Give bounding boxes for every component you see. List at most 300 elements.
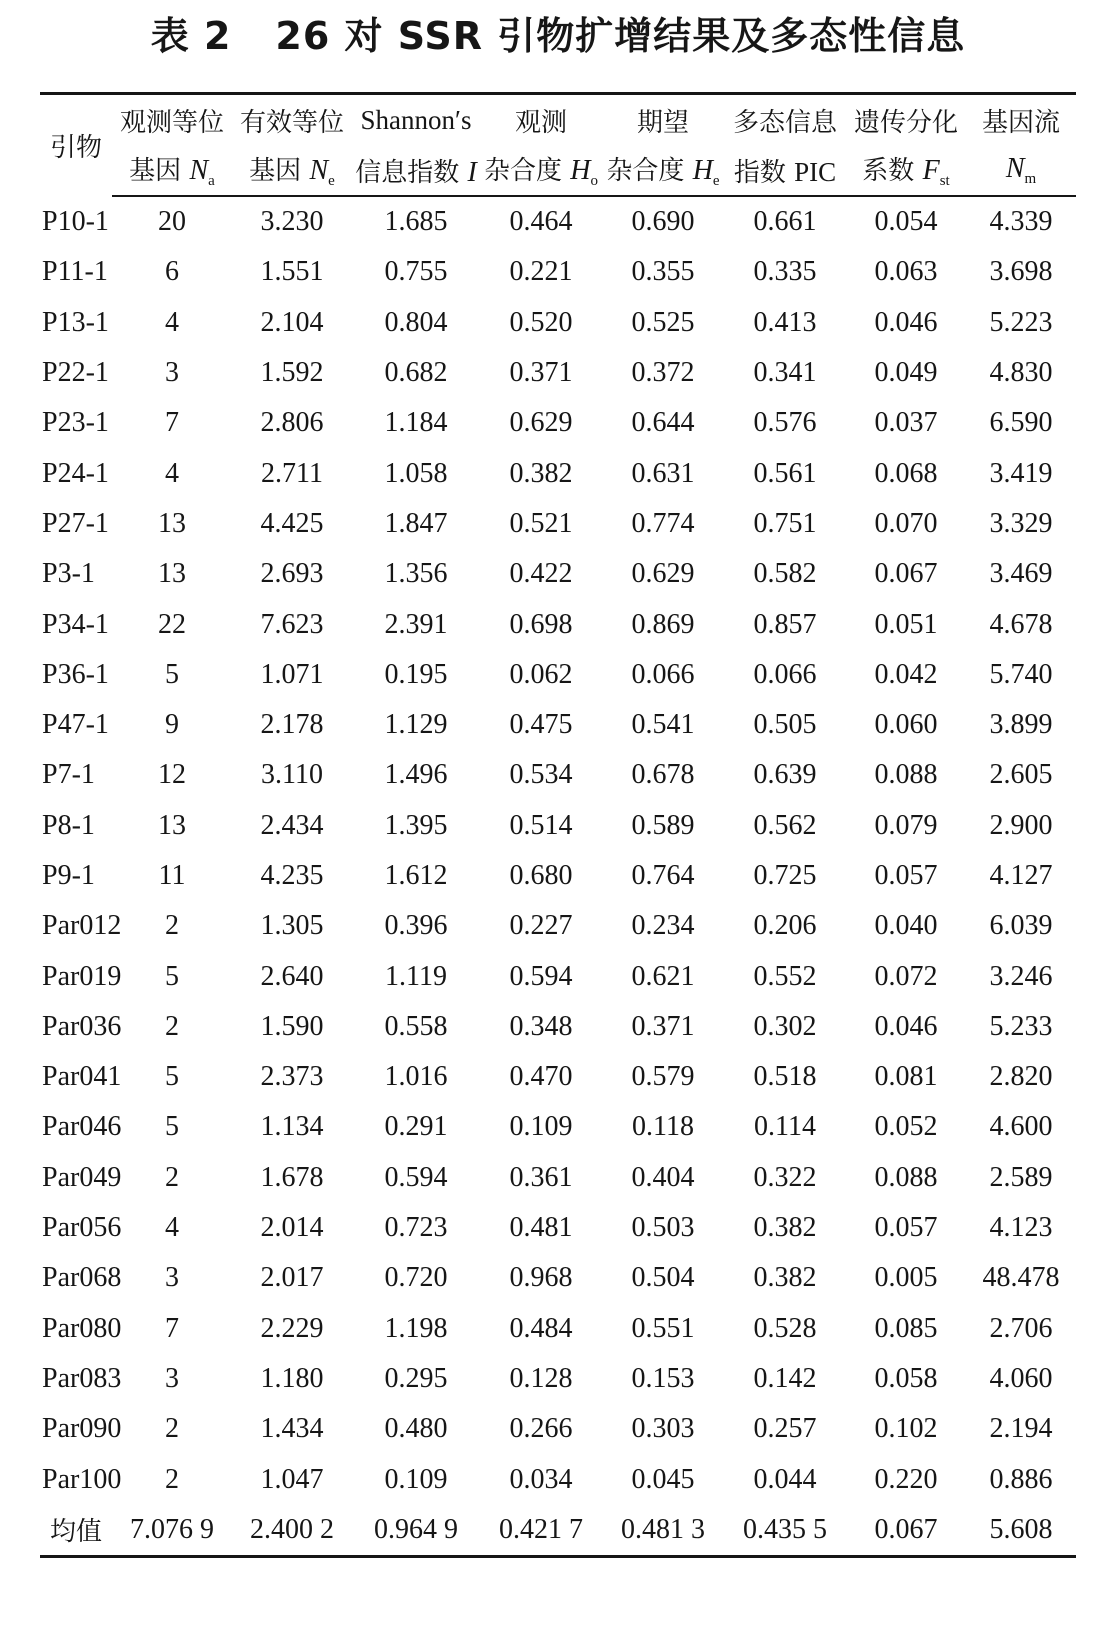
header-pic-line2: [724, 145, 846, 196]
header-ne-text: 基因: [249, 156, 302, 186]
cell-ne: 3.230: [260, 206, 324, 238]
cell-primer: Par049: [42, 1161, 122, 1193]
cell-pic: 0.582: [753, 558, 817, 590]
cell-he: 0.621: [631, 960, 695, 992]
cell-na: 5: [165, 658, 179, 690]
header-shannon-symbol: I: [467, 156, 477, 188]
cell-he: 0.644: [631, 407, 695, 439]
cell-he: 0.589: [631, 809, 695, 841]
cell-na: 4: [165, 306, 179, 338]
table-row: [40, 1052, 1076, 1102]
cell-fst: 0.068: [874, 457, 938, 489]
cell-he: 0.764: [631, 860, 695, 891]
header-pic-line1: 多态信息: [724, 94, 846, 146]
cell-shannon-i: 1.058: [384, 457, 448, 489]
header-fst-sub: st: [939, 173, 950, 189]
cell-fst: 0.081: [874, 1061, 938, 1093]
cell-primer: Par068: [42, 1262, 122, 1294]
table-row: [40, 951, 1076, 1001]
header-ne-line1: 有效等位: [232, 94, 352, 146]
header-pic-symbol: PIC: [794, 156, 837, 187]
cell-primer: Par012: [42, 910, 122, 942]
cell-nm: 3.698: [989, 256, 1053, 288]
cell-fst: 0.088: [874, 1161, 938, 1193]
header-fst-symbol: F: [922, 155, 940, 186]
cell-primer: P13-1: [42, 306, 109, 338]
cell-primer: Par080: [42, 1312, 122, 1344]
cell-ho: 0.371: [509, 357, 573, 389]
cell-primer: P8-1: [42, 809, 95, 841]
cell-ne: 4.235: [260, 860, 324, 891]
table-row: [40, 901, 1076, 951]
cell-fst: 0.054: [874, 206, 938, 238]
cell-fst: 0.070: [874, 507, 938, 539]
header-primer: 引物: [40, 94, 112, 197]
cell-pic: 0.322: [753, 1161, 817, 1193]
cell-fst: 0.085: [874, 1312, 938, 1344]
table-row: [40, 247, 1076, 297]
cell-nm: 4.123: [989, 1212, 1053, 1244]
ssr-results-table: [40, 92, 1076, 1558]
header-he-text: 杂合度: [606, 156, 685, 186]
cell-pic: 0.518: [753, 1061, 817, 1093]
cell-fst: 0.042: [874, 658, 938, 690]
mean-na: 7.076 9: [112, 1505, 232, 1557]
cell-ho: 0.034: [509, 1463, 573, 1495]
cell-shannon-i: 0.291: [384, 1111, 448, 1143]
cell-ho: 0.361: [509, 1161, 573, 1193]
mean-fst: 0.067: [846, 1505, 966, 1557]
cell-ne: 1.551: [260, 256, 324, 288]
cell-ne: 2.693: [260, 558, 324, 590]
cell-na: 13: [158, 558, 186, 590]
table-row: [40, 1153, 1076, 1203]
table-row: [40, 348, 1076, 398]
table-row: [40, 448, 1076, 498]
cell-pic: 0.066: [753, 658, 817, 690]
cell-fst: 0.057: [874, 860, 938, 891]
cell-ne: 7.623: [260, 608, 324, 640]
cell-ne: 2.640: [260, 960, 324, 992]
header-na-sub: a: [208, 173, 215, 189]
cell-na: 5: [165, 1111, 179, 1143]
header-ho-text: 杂合度: [483, 156, 562, 186]
cell-pic: 0.382: [753, 1262, 817, 1294]
cell-ho: 0.266: [509, 1413, 573, 1445]
mean-nm: 5.608: [966, 1505, 1076, 1557]
cell-na: 2: [165, 1010, 179, 1042]
cell-fst: 0.088: [874, 759, 938, 791]
cell-shannon-i: 0.594: [384, 1161, 448, 1193]
mean-ho: 0.421 7: [480, 1505, 602, 1557]
cell-primer: P27-1: [42, 507, 109, 539]
cell-nm: 3.329: [989, 507, 1053, 539]
cell-na: 2: [165, 1463, 179, 1495]
cell-ne: 2.229: [260, 1312, 324, 1344]
cell-shannon-i: 2.391: [384, 608, 448, 640]
cell-na: 4: [165, 1212, 179, 1244]
cell-fst: 0.037: [874, 407, 938, 439]
cell-na: 5: [165, 960, 179, 992]
cell-he: 0.629: [631, 558, 695, 590]
cell-shannon-i: 0.480: [384, 1413, 448, 1445]
cell-shannon-i: 0.295: [384, 1362, 448, 1394]
cell-fst: 0.063: [874, 256, 938, 288]
cell-pic: 0.382: [753, 1212, 817, 1244]
cell-ho: 0.422: [509, 558, 573, 590]
table-row: [40, 801, 1076, 851]
cell-ne: 1.590: [260, 1010, 324, 1042]
cell-ne: 1.047: [260, 1463, 324, 1495]
cell-shannon-i: 1.119: [385, 960, 447, 992]
cell-nm: 4.339: [989, 206, 1053, 238]
cell-nm: 4.060: [989, 1362, 1053, 1394]
table-row: [40, 298, 1076, 348]
table-row: [40, 1253, 1076, 1303]
cell-nm: 2.194: [989, 1413, 1053, 1445]
cell-shannon-i: 0.109: [384, 1463, 448, 1495]
cell-shannon-i: 1.612: [384, 860, 448, 891]
table-row: [40, 398, 1076, 448]
cell-he: 0.869: [631, 608, 695, 640]
header-he-symbol: H: [692, 155, 713, 186]
cell-he: 0.355: [631, 256, 695, 288]
cell-pic: 0.528: [753, 1312, 817, 1344]
cell-nm: 4.830: [989, 357, 1053, 389]
header-ho-sub: o: [590, 173, 598, 189]
cell-primer: P36-1: [42, 658, 109, 690]
cell-shannon-i: 1.847: [384, 507, 448, 539]
cell-pic: 0.335: [753, 256, 817, 288]
cell-he: 0.153: [631, 1362, 695, 1394]
cell-pic: 0.206: [753, 910, 817, 942]
cell-he: 0.503: [631, 1212, 695, 1244]
table-row: [40, 1203, 1076, 1253]
cell-he: 0.066: [631, 658, 695, 690]
cell-nm: 2.820: [989, 1061, 1053, 1093]
cell-na: 9: [165, 709, 179, 741]
cell-nm: 3.419: [989, 457, 1053, 489]
header-shannon-line1: Shannon′s: [352, 94, 480, 146]
cell-nm: 3.899: [989, 709, 1053, 741]
cell-ho: 0.348: [509, 1010, 573, 1042]
cell-shannon-i: 1.129: [384, 709, 448, 741]
cell-na: 7: [165, 407, 179, 439]
cell-shannon-i: 0.558: [384, 1010, 448, 1042]
cell-ho: 0.382: [509, 457, 573, 489]
cell-ho: 0.221: [509, 256, 573, 288]
cell-pic: 0.552: [753, 960, 817, 992]
cell-primer: P24-1: [42, 457, 109, 489]
cell-shannon-i: 0.723: [384, 1212, 448, 1244]
cell-pic: 0.505: [753, 709, 817, 741]
cell-nm: 2.900: [989, 809, 1053, 841]
cell-ho: 0.629: [509, 407, 573, 439]
cell-ne: 1.592: [260, 357, 324, 389]
cell-primer: P11-1: [42, 256, 108, 288]
header-pic-text: 指数: [733, 157, 786, 188]
header-shannon-text: 信息指数: [355, 157, 460, 188]
cell-ho: 0.514: [509, 809, 573, 841]
cell-na: 6: [165, 256, 179, 288]
cell-na: 20: [158, 206, 186, 238]
table-row: [40, 549, 1076, 599]
table-row: [40, 650, 1076, 700]
table-row: [40, 851, 1076, 901]
cell-pic: 0.562: [753, 809, 817, 841]
cell-fst: 0.040: [874, 910, 938, 942]
cell-primer: Par036: [42, 1010, 122, 1042]
cell-he: 0.525: [631, 306, 695, 338]
cell-he: 0.774: [631, 507, 695, 539]
cell-primer: P22-1: [42, 357, 109, 389]
cell-ho: 0.698: [509, 608, 573, 640]
cell-pic: 0.561: [753, 457, 817, 489]
cell-ho: 0.484: [509, 1312, 573, 1344]
cell-na: 2: [165, 910, 179, 942]
cell-shannon-i: 1.184: [384, 407, 448, 439]
cell-ho: 0.227: [509, 910, 573, 942]
table-row: [40, 196, 1076, 247]
cell-ne: 2.373: [260, 1061, 324, 1093]
cell-pic: 0.639: [753, 759, 817, 791]
cell-ne: 1.071: [260, 658, 324, 690]
cell-ho: 0.968: [509, 1262, 573, 1294]
cell-ne: 1.305: [260, 910, 324, 942]
cell-shannon-i: 1.356: [384, 558, 448, 590]
cell-shannon-i: 1.395: [384, 809, 448, 841]
cell-ho: 0.520: [509, 306, 573, 338]
header-nm-symbol: N: [1005, 152, 1025, 184]
table-title: [0, 6, 1116, 66]
cell-ho: 0.481: [509, 1212, 573, 1244]
header-na-line1: 观测等位: [112, 94, 232, 146]
cell-primer: P23-1: [42, 407, 109, 439]
cell-shannon-i: 1.198: [384, 1312, 448, 1344]
cell-na: 3: [165, 357, 179, 389]
mean-pic: 0.435 5: [724, 1505, 846, 1557]
cell-nm: 48.478: [982, 1262, 1060, 1294]
cell-primer: Par041: [42, 1061, 122, 1093]
cell-shannon-i: 0.396: [384, 910, 448, 942]
table-row: [40, 750, 1076, 800]
header-he-sub: e: [712, 173, 720, 189]
cell-shannon-i: 1.496: [384, 759, 448, 791]
cell-ne: 1.678: [260, 1161, 324, 1193]
cell-fst: 0.067: [874, 558, 938, 590]
cell-nm: 4.678: [989, 608, 1053, 640]
cell-ho: 0.470: [509, 1061, 573, 1093]
cell-ne: 2.434: [260, 809, 324, 841]
cell-fst: 0.005: [874, 1262, 938, 1294]
cell-ho: 0.680: [509, 860, 573, 891]
header-he-line2: [602, 145, 724, 196]
cell-primer: Par083: [42, 1362, 122, 1394]
table-row: [40, 700, 1076, 750]
header-nm-line2: [966, 145, 1076, 196]
cell-pic: 0.302: [753, 1010, 817, 1042]
cell-primer: P47-1: [42, 709, 109, 741]
table-row: [40, 1002, 1076, 1052]
cell-fst: 0.060: [874, 709, 938, 741]
cell-he: 0.690: [631, 206, 695, 238]
cell-ne: 2.806: [260, 407, 324, 439]
cell-shannon-i: 0.195: [384, 658, 448, 690]
cell-primer: Par100: [42, 1463, 122, 1495]
cell-fst: 0.046: [874, 306, 938, 338]
cell-nm: 3.469: [989, 558, 1053, 590]
cell-na: 11: [158, 860, 186, 891]
cell-shannon-i: 0.720: [384, 1262, 448, 1294]
header-row-2: [40, 145, 1076, 196]
table-number: 表 2: [150, 14, 232, 58]
cell-fst: 0.079: [874, 809, 938, 841]
cell-nm: 4.600: [989, 1111, 1053, 1143]
cell-he: 0.234: [631, 910, 695, 942]
cell-he: 0.372: [631, 357, 695, 389]
table-row: [40, 1404, 1076, 1454]
cell-he: 0.504: [631, 1262, 695, 1294]
cell-fst: 0.058: [874, 1362, 938, 1394]
cell-ne: 2.104: [260, 306, 324, 338]
header-na-symbol: N: [189, 155, 209, 186]
header-ne-line2: [232, 145, 352, 196]
cell-primer: Par090: [42, 1413, 122, 1445]
header-fst-line1: 遗传分化: [846, 94, 966, 146]
header-shannon-line2: [352, 145, 480, 196]
cell-pic: 0.857: [753, 608, 817, 640]
cell-pic: 0.413: [753, 306, 817, 338]
cell-nm: 2.605: [989, 759, 1053, 791]
cell-na: 4: [165, 457, 179, 489]
cell-pic: 0.257: [753, 1413, 817, 1445]
cell-pic: 0.341: [753, 357, 817, 389]
cell-primer: P3-1: [42, 558, 95, 590]
cell-he: 0.404: [631, 1161, 695, 1193]
cell-nm: 5.740: [989, 658, 1053, 690]
cell-ho: 0.128: [509, 1362, 573, 1394]
mean-he: 0.481 3: [602, 1505, 724, 1557]
cell-pic: 0.661: [753, 206, 817, 238]
header-na-text: 基因: [129, 156, 182, 186]
cell-primer: P7-1: [42, 759, 95, 791]
header-nm-line1: 基因流: [966, 94, 1076, 146]
cell-he: 0.551: [631, 1312, 695, 1344]
cell-nm: 6.039: [989, 910, 1053, 942]
cell-ho: 0.521: [509, 507, 573, 539]
cell-pic: 0.142: [753, 1362, 817, 1394]
cell-pic: 0.751: [753, 507, 817, 539]
cell-ne: 4.425: [260, 507, 324, 539]
header-ho-symbol: H: [570, 155, 591, 186]
cell-shannon-i: 1.685: [384, 206, 448, 238]
mean-shannon-i: 0.964 9: [352, 1505, 480, 1557]
header-ne-sub: e: [328, 173, 335, 189]
cell-na: 5: [165, 1061, 179, 1093]
header-fst-text: 系数: [862, 156, 915, 186]
header-ne-symbol: N: [309, 155, 329, 186]
cell-nm: 3.246: [989, 960, 1053, 992]
cell-na: 22: [158, 608, 186, 640]
cell-ne: 2.178: [260, 709, 324, 741]
cell-nm: 5.223: [989, 306, 1053, 338]
table-row: [40, 1304, 1076, 1354]
header-nm-sub: m: [1024, 170, 1037, 187]
cell-ne: 1.134: [260, 1111, 324, 1143]
cell-ho: 0.062: [509, 658, 573, 690]
header-ho-line2: [480, 145, 602, 196]
cell-shannon-i: 1.016: [384, 1061, 448, 1093]
cell-primer: P9-1: [42, 860, 95, 891]
cell-he: 0.303: [631, 1413, 695, 1445]
mean-label: 均值: [40, 1505, 112, 1557]
cell-fst: 0.102: [874, 1413, 938, 1445]
cell-fst: 0.046: [874, 1010, 938, 1042]
table-row: [40, 1102, 1076, 1152]
cell-ne: 1.180: [260, 1362, 324, 1394]
mean-ne: 2.400 2: [232, 1505, 352, 1557]
table-row: [40, 499, 1076, 549]
cell-na: 13: [158, 507, 186, 539]
cell-shannon-i: 0.804: [384, 306, 448, 338]
cell-he: 0.678: [631, 759, 695, 791]
cell-he: 0.631: [631, 457, 695, 489]
cell-fst: 0.072: [874, 960, 938, 992]
cell-fst: 0.049: [874, 357, 938, 389]
cell-he: 0.579: [631, 1061, 695, 1093]
cell-shannon-i: 0.682: [384, 357, 448, 389]
cell-nm: 2.706: [989, 1312, 1053, 1344]
table-container: [40, 92, 1076, 1558]
cell-ne: 2.017: [260, 1262, 324, 1294]
cell-na: 3: [165, 1362, 179, 1394]
cell-primer: P34-1: [42, 608, 109, 640]
table-header: [40, 94, 1076, 197]
mean-row: [40, 1505, 1076, 1557]
cell-na: 2: [165, 1413, 179, 1445]
cell-primer: Par056: [42, 1212, 122, 1244]
cell-pic: 0.725: [753, 860, 817, 891]
header-he-line1: 期望: [602, 94, 724, 146]
cell-fst: 0.220: [874, 1463, 938, 1495]
cell-fst: 0.057: [874, 1212, 938, 1244]
cell-ne: 1.434: [260, 1413, 324, 1445]
cell-pic: 0.576: [753, 407, 817, 439]
header-fst-line2: [846, 145, 966, 196]
cell-nm: 4.127: [989, 860, 1053, 891]
cell-he: 0.118: [632, 1111, 694, 1143]
cell-na: 12: [158, 759, 186, 791]
cell-nm: 5.233: [989, 1010, 1053, 1042]
cell-pic: 0.044: [753, 1463, 817, 1495]
cell-pic: 0.114: [754, 1111, 816, 1143]
cell-nm: 6.590: [989, 407, 1053, 439]
cell-na: 2: [165, 1161, 179, 1193]
cell-nm: 0.886: [989, 1463, 1053, 1495]
cell-shannon-i: 0.755: [384, 256, 448, 288]
cell-ho: 0.594: [509, 960, 573, 992]
cell-he: 0.045: [631, 1463, 695, 1495]
cell-na: 3: [165, 1262, 179, 1294]
cell-ne: 2.711: [261, 457, 323, 489]
cell-fst: 0.051: [874, 608, 938, 640]
cell-na: 7: [165, 1312, 179, 1344]
cell-nm: 2.589: [989, 1161, 1053, 1193]
header-na-line2: [112, 145, 232, 196]
cell-primer: Par019: [42, 960, 122, 992]
header-row-1: [40, 94, 1076, 146]
table-row: [40, 599, 1076, 649]
